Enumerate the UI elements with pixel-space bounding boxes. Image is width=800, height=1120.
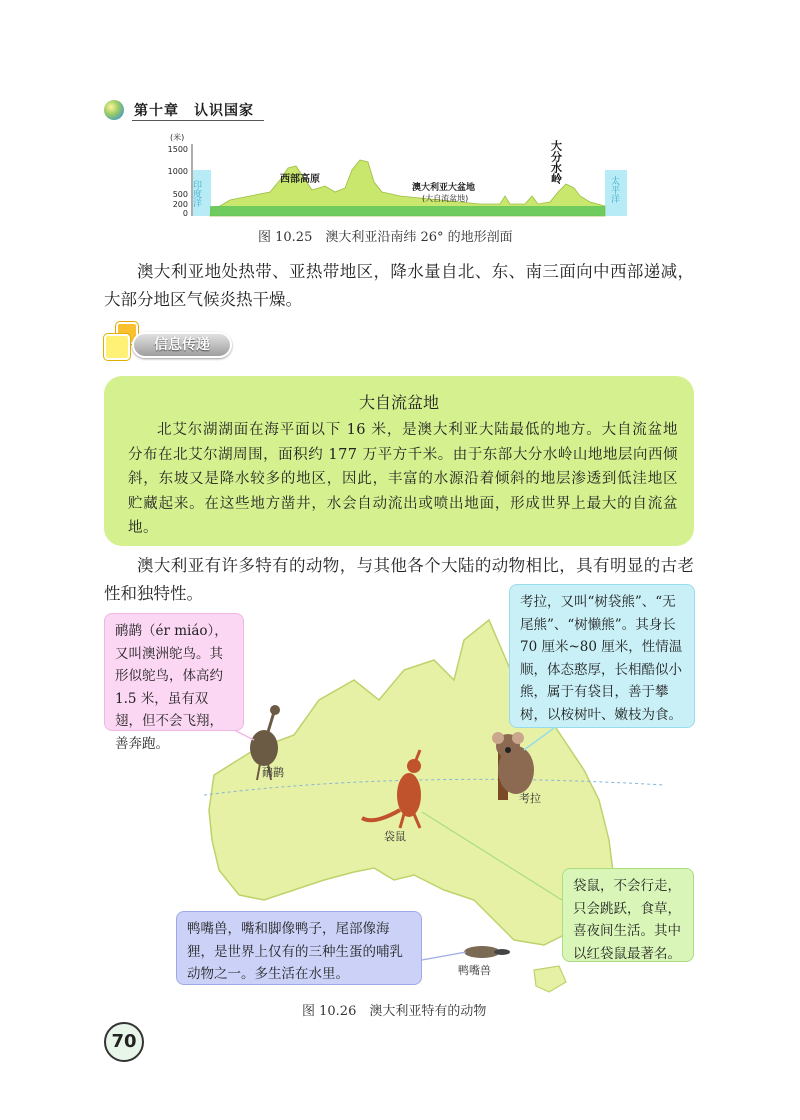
koala-label: 考拉	[519, 792, 541, 805]
paragraph-climate: 澳大利亚地处热带、亚热带地区，降水量自北、东、南三面向中西部递减，大部分地区气候炎热干燥。	[104, 262, 694, 309]
tasmania	[534, 966, 566, 992]
koala-callout: 考拉，又叫“树袋熊”、“无尾熊”、“树懒熊”。其身长 70 厘米~80 厘米，性情温顺，体态憨厚，长相酷似小熊，属于有袋目，善于攀树，以桉树叶、嫩枝为食。	[509, 584, 695, 728]
profile-caption: 图 10.25 澳大利亚沿南纬 26° 的地形剖面	[258, 230, 513, 245]
map-caption: 图 10.26 澳大利亚特有的动物	[302, 1004, 487, 1019]
artesian-basin-body: 北艾尔湖湖面在海平面以下 16 米，是澳大利亚大陆最低的地方。大自流盆地分布在北艾尔湖周围，面积约 177 万平方千米。由于东部大分水岭山地地层向西倾斜，东坡又是降水较多的地区，因此，丰富的水源沿着倾斜的地层渗透到低洼地区贮藏起来。在这些地方凿井，水会自动流出或喷出地面，形成世界上最大的自流盆地。	[128, 422, 678, 536]
y-tick-0: 0	[182, 209, 188, 218]
range-label: 大分水岭	[549, 140, 563, 184]
tag-square-icon-2	[104, 334, 130, 360]
plateau-label: 西部高原	[280, 174, 320, 185]
page-number-badge	[104, 1022, 164, 1062]
info-tag	[104, 322, 234, 360]
emu-label: 鸸鹋	[262, 766, 284, 779]
page-number: 70	[104, 1022, 144, 1062]
y-tick-200: 200	[172, 200, 188, 209]
kangaroo-label: 袋鼠	[384, 830, 406, 843]
artesian-basin-box	[104, 376, 694, 546]
sea-level-band	[210, 206, 605, 216]
globe-icon	[104, 100, 124, 120]
chapter-header	[104, 98, 264, 122]
platypus-label: 鸭嘴兽	[458, 964, 491, 977]
chapter-title: 第十章 认识国家	[134, 103, 254, 119]
basin-sub-label: (大自流盆地)	[422, 194, 469, 203]
paragraph-animals: 澳大利亚有许多特有的动物，与其他各个大陆的动物相比，具有明显的古老性和独特性。	[104, 556, 694, 603]
platypus-figure	[464, 946, 510, 958]
terrain-profile-figure	[160, 130, 640, 230]
left-ocean-label: 印度洋	[191, 180, 201, 207]
basin-label: 澳大利亚大盆地	[412, 183, 476, 193]
platypus-callout: 鸭嘴兽，嘴和脚像鸭子，尾部像海狸，是世界上仅有的三种生蛋的哺乳动物之一。多生活在水里。	[176, 911, 422, 985]
y-tick-500: 500	[172, 190, 188, 199]
y-tick-1000: 1000	[167, 167, 188, 176]
platypus-pointer	[422, 952, 466, 960]
kangaroo-callout: 袋鼠，不会行走，只会跳跃，食草，喜夜间生活。其中以红袋鼠最著名。	[562, 868, 694, 962]
artesian-basin-title: 大自流盆地	[358, 393, 439, 412]
y-unit: (米)	[170, 133, 185, 142]
emu-callout: 鸸鹋（ér miáo），又叫澳洲鸵鸟。其形似鸵鸟，体高约 1.5 米，虽有双翅，但不会飞翔，善奔跑。	[104, 613, 244, 731]
y-tick-1500: 1500	[167, 145, 188, 154]
header-rule	[132, 120, 264, 121]
info-tag-label: 信息传递	[132, 332, 232, 358]
right-ocean-label: 太平洋	[609, 176, 619, 203]
